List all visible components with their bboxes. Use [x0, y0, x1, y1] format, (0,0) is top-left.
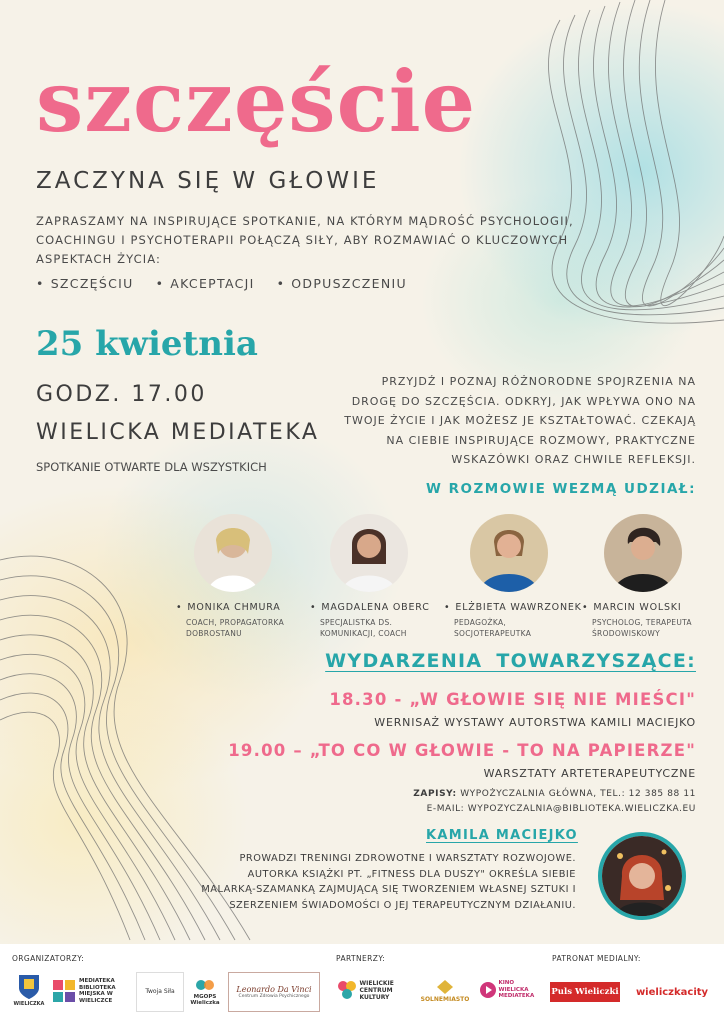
logo-text: Leonardo Da Vinci	[236, 985, 312, 994]
logo-text: Puls Wieliczki	[551, 987, 619, 997]
event-description: WERNISAŻ WYSTAWY AUTORSTWA KAMILI MACIEJKO	[374, 716, 696, 729]
intro-text: ZAPRASZAMY NA INSPIRUJĄCE SPOTKANIE, NA KTÓRYM MĄDROŚĆ PSYCHOLOGII, COACHINGU I PSYCHOTERAPII POŁĄCZĄ SIŁY, ABY ROZMAWIAĆ O KLUCZOWYCH ASPEKTACH ŻYCIA:	[36, 214, 574, 266]
topic-item: • ODPUSZCZENIU	[277, 276, 407, 291]
kino-logo	[478, 972, 536, 1008]
event-title: 18.30 - „W GŁOWIE SIĘ NIE MIEŚCI"	[329, 690, 696, 709]
invite-text: PRZYJDŹ I POZNAJ RÓŻNORODNE SPOJRZENIA NA DROGĘ DO SZCZĘŚCIA. ODKRYJ, JAK WPŁYWA ONO NA TWOJE ŻYCIE I JAK MOŻESZ JE KSZTAŁTOWAĆ. CZEKAJĄ NA CIEBIE INSPIRUJĄCE ROZMOWY, PRAKTYCZNE WSKAZÓWKI ORAZ CHWILE REFLEKSJI.	[344, 375, 696, 466]
event-time: GODZ. 17.00	[36, 382, 207, 407]
speaker-photo	[194, 514, 272, 592]
speaker-name: • MARCIN WOLSKI	[582, 602, 681, 613]
speaker-photo	[330, 514, 408, 592]
mgops-logo	[186, 972, 224, 1012]
logo-subtext: Centrum Zdrowia Psychicznego	[238, 994, 310, 999]
registration-info	[413, 787, 696, 817]
wieliczka-logo	[12, 972, 46, 1010]
speaker-photo	[470, 514, 548, 592]
wck-logo	[334, 972, 414, 1008]
speaker-role: COACH, PROPAGATORKA DOBROSTANU	[186, 618, 285, 638]
logo-text: WIELICZKA	[13, 1001, 45, 1007]
event-date: 25 kwietnia	[36, 324, 258, 364]
speaker-role: SPECJALISTKA DS. KOMUNIKACJI, COACH	[320, 618, 407, 638]
logo-text: WIELICKIE CENTRUM KULTURY	[359, 979, 394, 1001]
registration-email[interactable]: E-MAIL: WYPOZYCZALNIA@BIBLIOTEKA.WIELICZKA.EU	[426, 804, 696, 814]
speaker-name: • MONIKA CHMURA	[176, 602, 281, 613]
wieliczkacity-logo	[628, 980, 716, 1004]
logo-text: Twoja Siła	[145, 988, 175, 995]
leonardo-logo	[228, 972, 320, 1012]
event-title: 19.00 – „TO CO W GŁOWIE - TO NA PAPIERZE"	[228, 741, 696, 760]
registration-phone: WYPOŻYCZALNIA GŁÓWNA, TEL.: 12 385 88 11	[460, 789, 696, 799]
speaker-role: PSYCHOLOG, TERAPEUTA ŚRODOWISKOWY	[592, 618, 692, 638]
logo-text: wieliczkacity	[635, 986, 709, 998]
speaker-role: PEDAGOŻKA, SOCJOTERAPEUTKA	[454, 618, 532, 638]
event-venue: WIELICKA MEDIATEKA	[36, 420, 320, 445]
page-title: szczęście	[36, 52, 477, 151]
events-heading: WYDARZENIA TOWARZYSZĄCE:	[325, 650, 696, 672]
artist-bio: PROWADZI TRENINGI ZDROWOTNE I WARSZTATY ROZWOJOWE. AUTORKA KSIĄŻKI PT. „FITNESS DLA DUSZY" OKREŚLA SIEBIE MALARKĄ-SZAMANKĄ ZAJMUJĄCĄ SIĘ TWORZENIEM WŁASNEJ SZTUKI I SZERZENIEM ŚWIADOMOŚCI O JEJ TERAPEUTYCZNYM DZIAŁANIU.	[201, 853, 576, 911]
artist-photo	[598, 832, 686, 920]
solnemiasto-logo	[418, 972, 472, 1012]
logo-text: MEDIATEKA BIBLIOTEKA MIEJSKA W WIELICZCE	[79, 978, 116, 1004]
speaker-photo	[604, 514, 682, 592]
subtitle: ZACZYNA SIĘ W GŁOWIE	[36, 168, 380, 194]
topic-item: • SZCZĘŚCIU	[36, 276, 134, 291]
speaker-name: • MAGDALENA OBERC	[310, 602, 430, 613]
puls-wieliczki-logo	[550, 982, 620, 1002]
logo-text: SOLNEMIASTO	[420, 996, 470, 1003]
logo-text: KINO WIELICKA MEDIATEKA	[498, 980, 535, 1000]
logo-text: MGOPS Wieliczka	[190, 994, 220, 1006]
artist-name: KAMILA MACIEJKO	[426, 828, 578, 843]
mediateka-logo	[52, 972, 128, 1010]
open-note: SPOTKANIE OTWARTE DLA WSZYSTKICH	[36, 460, 267, 474]
speakers-heading: W ROZMOWIE WEZMĄ UDZIAŁ:	[426, 481, 696, 497]
organizers-label: ORGANIZATORZY:	[12, 954, 85, 963]
event-description: WARSZTATY ARTETERAPEUTYCZNE	[483, 767, 696, 780]
twoja-sila-logo	[136, 972, 184, 1012]
topics-list	[36, 276, 407, 291]
media-patron-label: PATRONAT MEDIALNY:	[552, 954, 641, 963]
speaker-name: • ELŻBIETA WAWRZONEK	[444, 602, 582, 613]
topic-item: • AKCEPTACJI	[156, 276, 255, 291]
registration-label: ZAPISY:	[413, 789, 457, 799]
partners-label: PARTNERZY:	[336, 954, 386, 963]
